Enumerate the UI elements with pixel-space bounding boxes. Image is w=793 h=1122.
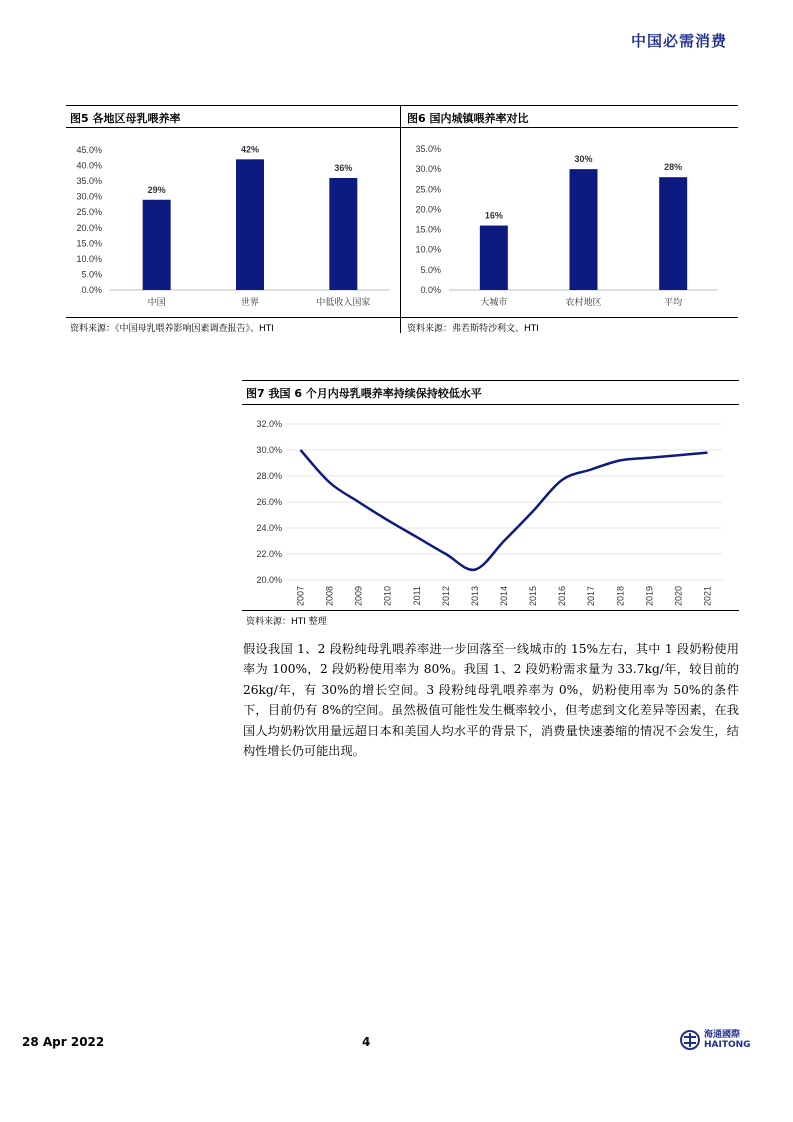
- fig7-xtick-label: 2019: [644, 586, 655, 607]
- fig5-bar-chart: [66, 130, 400, 315]
- fig6-data-label: 16%: [484, 210, 503, 221]
- fig-source-rule: [66, 317, 738, 318]
- fig5-category-label: 中低收入国家: [316, 297, 371, 307]
- fig5-ytick-label: 10.0%: [76, 253, 102, 264]
- fig5-ytick-label: 40.0%: [76, 160, 102, 171]
- fig5-bar: [329, 178, 357, 290]
- fig5-ytick-label: 45.0%: [76, 145, 102, 155]
- fig7-series-line: [301, 450, 708, 570]
- fig7-ytick-label: 22.0%: [256, 549, 282, 559]
- fig6-data-label: 28%: [664, 162, 683, 173]
- fig7-xtick-label: 2010: [382, 586, 393, 607]
- fig6-ytick-label: 35.0%: [415, 144, 441, 154]
- footer-page-number: 4: [362, 1035, 371, 1049]
- fig5-category-label: 世界: [240, 297, 260, 307]
- fig5-title: 图5 各地区母乳喂养率: [70, 112, 181, 125]
- fig6-category-label: 大城市: [480, 297, 508, 307]
- fig7-source-rule: [242, 610, 739, 611]
- fig7-xtick-label: 2013: [469, 586, 480, 607]
- fig6-bar: [659, 177, 687, 290]
- haitong-logo-icon: [680, 1030, 700, 1050]
- fig7-xtick-label: 2021: [702, 586, 713, 607]
- fig7-ytick-label: 30.0%: [256, 445, 282, 455]
- fig6-ytick-label: 30.0%: [415, 164, 441, 175]
- fig7-ytick-label: 26.0%: [256, 497, 282, 507]
- fig5-bar: [236, 159, 264, 290]
- logo-text-en: HAITONG: [704, 1040, 751, 1050]
- fig5-ytick-label: 30.0%: [76, 191, 102, 202]
- fig5-ytick-label: 15.0%: [76, 238, 102, 249]
- fig7-xtick-label: 2009: [353, 586, 364, 607]
- fig5-category-label: 中国: [147, 297, 166, 307]
- fig7-ytick-label: 32.0%: [256, 419, 282, 429]
- fig5-source: 资料来源：《中国母乳喂养影响因素调查报告》、HTI: [70, 324, 274, 334]
- fig7-ytick-label: 20.0%: [256, 575, 282, 585]
- fig6-ytick-label: 20.0%: [415, 204, 441, 215]
- fig6-ytick-label: 10.0%: [415, 244, 441, 255]
- fig6-ytick-label: 5.0%: [420, 264, 441, 275]
- fig7-line-chart: [242, 406, 739, 610]
- fig5-bar: [143, 200, 171, 290]
- fig7-xtick-label: 2011: [411, 586, 422, 606]
- logo-text-cn: 海通國際: [704, 1030, 741, 1040]
- fig5-ytick-label: 5.0%: [81, 269, 102, 280]
- fig6-source: 资料来源：弗若斯特沙利文、HTI: [407, 324, 539, 334]
- fig7-title-rule: [242, 404, 739, 405]
- fig5-data-label: 29%: [147, 184, 166, 195]
- fig-top-rule: [66, 105, 738, 106]
- fig7-xtick-label: 2012: [440, 586, 451, 607]
- fig6-data-label: 30%: [574, 154, 593, 165]
- fig6-ytick-label: 15.0%: [415, 224, 441, 235]
- fig5-data-label: 42%: [240, 144, 260, 155]
- fig6-category-label: 农村地区: [565, 297, 602, 307]
- fig7-xtick-label: 2007: [295, 586, 306, 607]
- fig6-bar-chart: [401, 130, 738, 315]
- fig7-xtick-label: 2016: [557, 586, 568, 607]
- fig7-xtick-label: 2015: [528, 586, 539, 607]
- fig7-top-rule: [242, 380, 739, 381]
- fig6-category-label: 平均: [664, 297, 683, 307]
- fig7-xtick-label: 2014: [499, 586, 509, 607]
- fig6-bar: [570, 169, 598, 290]
- haitong-logo: [680, 1030, 751, 1050]
- fig6-ytick-label: 0.0%: [420, 285, 441, 295]
- fig7-ytick-label: 24.0%: [256, 523, 282, 533]
- fig-title-rule: [66, 127, 738, 128]
- fig5-ytick-label: 20.0%: [76, 222, 102, 233]
- fig7-xtick-label: 2018: [615, 586, 626, 607]
- fig7-source: 资料来源：HTI 整理: [246, 617, 327, 627]
- fig7-ytick-label: 28.0%: [256, 471, 282, 481]
- fig7-title: 图7 我国 6 个月内母乳喂养率持续保持较低水平: [246, 387, 482, 400]
- header-title: 中国必需消费: [630, 32, 727, 50]
- fig5-ytick-label: 25.0%: [76, 207, 102, 218]
- fig7-xtick-label: 2008: [324, 586, 335, 607]
- fig6-bar: [480, 226, 508, 290]
- fig6-title: 图6 国内城镇喂养率对比: [407, 112, 529, 125]
- footer-date: 28 Apr 2022: [22, 1035, 105, 1049]
- fig5-data-label: 36%: [334, 163, 353, 173]
- fig7-xtick-label: 2020: [673, 586, 684, 607]
- fig6-ytick-label: 25.0%: [415, 184, 441, 195]
- fig5-ytick-label: 0.0%: [81, 285, 102, 295]
- body-paragraph: 假设我国 1、2 段粉纯母乳喂养率进一步回落至一线城市的 15%左右，其中 1 段奶粉使用率为 100%，2 段奶粉使用率为 80%。我国 1、2 段奶粉需求量为 33.7kg/年，较目前的 26kg/年，有 30%的增长空间。3 段粉纯母乳喂养率为 0%，奶粉使用率为 50%的条件下，目前仍有 8%的空间。虽然极值可能性发生概率较小，但考虑到文化差异等因素，在我国人均奶粉饮用量远超日本和美国人均水平的背景下，消费量快速萎缩的情况不会发生，结构性增长仍可能出现。: [243, 642, 739, 759]
- fig7-xtick-label: 2017: [586, 586, 597, 607]
- fig5-ytick-label: 35.0%: [76, 176, 102, 187]
